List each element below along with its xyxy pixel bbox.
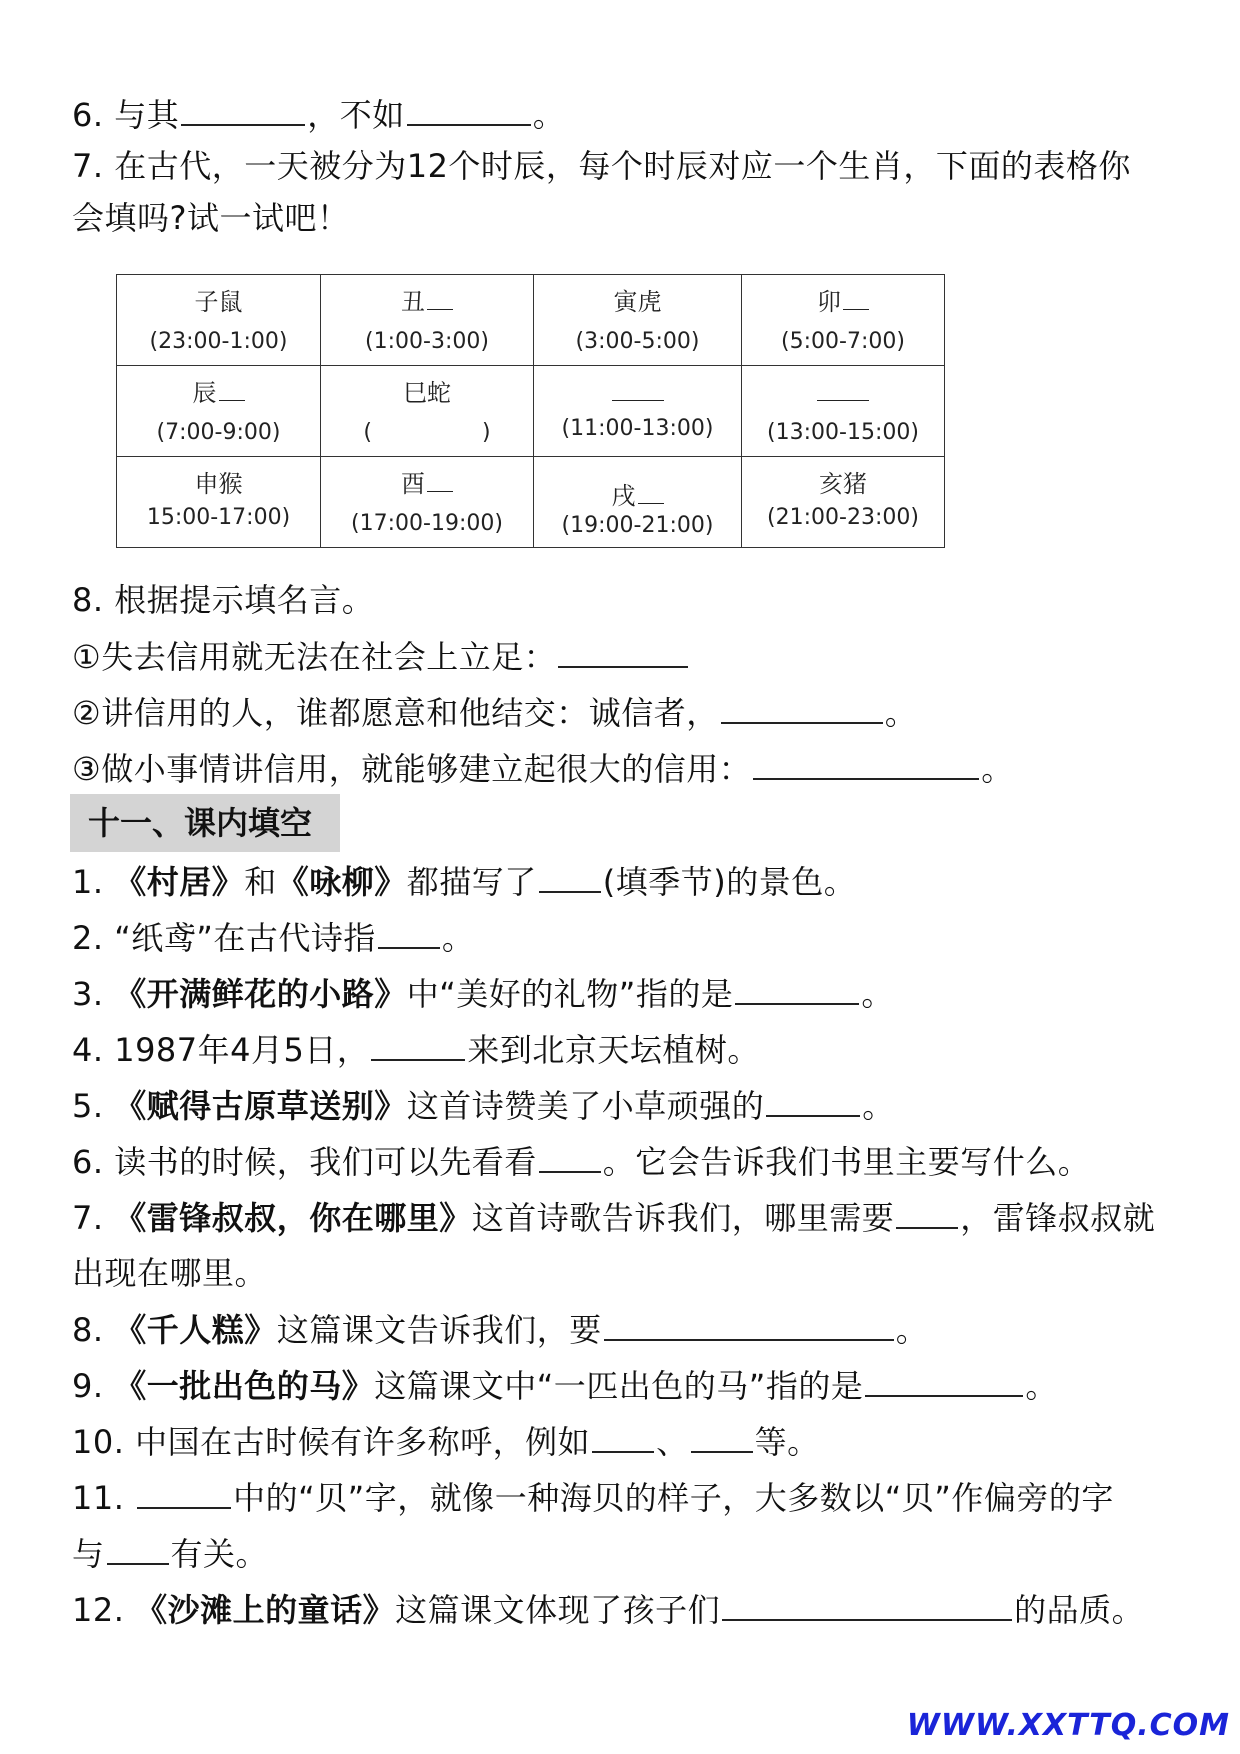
answer-blank[interactable]	[539, 1141, 601, 1173]
cell-time: (1:00-3:00)	[365, 329, 489, 354]
table-cell	[742, 366, 945, 457]
cell-animal: 寅虎	[613, 288, 662, 316]
q-text: 等。	[754, 1423, 820, 1461]
answer-blank[interactable]	[107, 1533, 169, 1565]
answer-blank[interactable]	[592, 1421, 654, 1453]
cell-time: (19:00-21:00)	[561, 513, 714, 538]
table-cell	[742, 457, 945, 548]
site-watermark: WWW.XXTTQ.COM	[906, 1708, 1230, 1743]
question-8-item-3	[72, 748, 1014, 789]
s-question-9	[72, 1365, 1058, 1406]
q-text: 和	[244, 863, 277, 901]
s-question-1	[72, 861, 856, 902]
s-question-5	[72, 1085, 895, 1126]
s-question-4	[72, 1029, 760, 1070]
table-row	[117, 366, 945, 457]
q-text: 、	[656, 1423, 689, 1461]
s-question-8	[72, 1309, 928, 1350]
q-num: 11.	[72, 1479, 136, 1517]
cell-time: 15:00-17:00)	[146, 505, 291, 530]
cell-time: (5:00-7:00)	[781, 329, 905, 354]
answer-blank[interactable]	[691, 1421, 753, 1453]
q6-text-a: 与其	[114, 96, 180, 134]
cell-animal: 辰	[192, 379, 217, 407]
answer-blank[interactable]	[371, 1029, 465, 1061]
s-question-10	[72, 1421, 820, 1462]
table-cell	[742, 275, 945, 366]
table-row	[117, 275, 945, 366]
q-text: 这篇课文体现了孩子们	[395, 1591, 721, 1629]
cell-animal: 酉	[401, 470, 425, 498]
table-answer-blank[interactable]	[427, 289, 453, 310]
cell-time: (17:00-19:00)	[351, 511, 503, 536]
q-num: 3.	[72, 975, 115, 1013]
q-text: 这篇课文中“一匹出色的马”指的是	[374, 1367, 864, 1405]
q8-item2-text: ②讲信用的人，谁都愿意和他结交：诚信者，	[72, 694, 719, 732]
lesson-title: 《开满鲜花的小路》	[114, 975, 407, 1013]
question-7-line1: 7. 在古代，一天被分为12个时辰，每个时辰对应一个生肖，下面的表格你	[72, 147, 1131, 185]
q-text: 10. 中国在古时候有许多称呼，例如	[72, 1423, 591, 1461]
table-answer-blank[interactable]	[219, 380, 245, 401]
cell-animal: 亥猪	[819, 470, 867, 498]
section-heading: 十一、课内填空	[70, 794, 340, 852]
zodiac-hours-table	[116, 274, 945, 548]
table-cell	[534, 457, 742, 548]
s-question-11-cont	[72, 1533, 268, 1574]
cell-time-close: )	[482, 420, 491, 445]
table-answer-blank[interactable]	[427, 471, 453, 492]
answer-blank[interactable]	[896, 1197, 958, 1229]
cell-time: (13:00-15:00)	[767, 420, 919, 445]
lesson-title: 《赋得古原草送别》	[114, 1087, 407, 1125]
answer-blank[interactable]	[181, 94, 305, 126]
q-text: 。它会告诉我们书里主要写什么。	[602, 1143, 1091, 1181]
cell-animal: 申猴	[194, 470, 243, 498]
s-question-12	[72, 1589, 1144, 1630]
table-answer-blank[interactable]	[612, 380, 664, 401]
cell-animal: 卯	[817, 288, 841, 316]
q-text: (填季节)的景色。	[602, 863, 857, 901]
q-num: 8.	[72, 1311, 115, 1349]
q-text: 。	[441, 919, 475, 957]
lesson-title: 《千人糕》	[114, 1311, 277, 1349]
q-text: 中的“贝”字，就像一种海贝的样子，大多数以“贝”作偏旁的字	[233, 1479, 1114, 1517]
answer-blank[interactable]	[753, 748, 979, 780]
q-text: 4. 1987年4月5日，	[72, 1031, 370, 1069]
lesson-title: 《沙滩上的童话》	[135, 1591, 396, 1629]
answer-blank[interactable]	[378, 917, 440, 949]
q-text: 。	[861, 975, 894, 1013]
q-text: ，雷锋叔叔就	[960, 1199, 1156, 1237]
cell-time: (11:00-13:00)	[561, 416, 714, 441]
q6-text-b: ，不如	[307, 96, 405, 134]
q-num: 7.	[72, 1199, 115, 1237]
s-question-7	[72, 1197, 1155, 1238]
q-text: 与	[72, 1535, 105, 1573]
answer-blank[interactable]	[539, 861, 601, 893]
question-7-line2: 会填吗?试一试吧！	[72, 199, 350, 237]
table-cell	[534, 275, 742, 366]
q-text: 中“美好的礼物”指的是	[406, 975, 734, 1013]
s-question-3	[72, 973, 894, 1014]
answer-blank[interactable]	[137, 1477, 231, 1509]
s-question-7-cont: 出现在哪里。	[72, 1254, 268, 1292]
table-cell	[117, 366, 321, 457]
q-text: 。	[862, 1087, 895, 1125]
q-text: 6. 读书的时候，我们可以先看看	[72, 1143, 537, 1181]
q-text: 都描写了	[406, 863, 537, 901]
table-cell	[117, 275, 321, 366]
question-8-item-2	[72, 692, 917, 733]
q6-text-c: 。	[532, 96, 566, 134]
q-text: “纸鸢”在古代诗指	[114, 919, 376, 957]
answer-blank[interactable]	[735, 973, 859, 1005]
cell-animal: 丑	[401, 288, 425, 316]
answer-blank[interactable]	[722, 1589, 1012, 1621]
answer-blank[interactable]	[766, 1085, 860, 1117]
q-text: 的品质。	[1014, 1591, 1145, 1629]
answer-blank[interactable]	[604, 1309, 894, 1341]
q-text: 这篇课文告诉我们，要	[276, 1311, 602, 1349]
s-question-2	[72, 917, 474, 958]
answer-blank[interactable]	[721, 692, 883, 724]
answer-blank[interactable]	[865, 1365, 1023, 1397]
q-text: 这首诗歌告诉我们，哪里需要	[471, 1199, 895, 1237]
question-6	[72, 94, 565, 135]
cell-animal: 子鼠	[194, 288, 243, 316]
table-answer-blank[interactable]	[843, 289, 869, 310]
lesson-title: 《一批出色的马》	[114, 1367, 375, 1405]
q-num: 9.	[72, 1367, 115, 1405]
q-text: 来到北京天坛植树。	[467, 1031, 760, 1069]
question-8-item-1	[72, 636, 690, 677]
q-num: 12.	[72, 1591, 136, 1629]
table-answer-blank[interactable]	[817, 380, 869, 401]
q8-item2-end: 。	[884, 694, 918, 732]
answer-blank[interactable]	[558, 636, 688, 668]
lesson-title: 《雷锋叔叔，你在哪里》	[114, 1199, 472, 1237]
table-cell	[321, 275, 534, 366]
cell-animal: 巳蛇	[403, 379, 451, 407]
table-cell	[534, 366, 742, 457]
cell-time: (21:00-23:00)	[767, 505, 919, 530]
question-8-title: 8. 根据提示填名言。	[72, 581, 375, 619]
cell-time: (23:00-1:00)	[149, 329, 288, 354]
q8-item3-text: ③做小事情讲信用，就能够建立起很大的信用：	[72, 750, 752, 788]
table-answer-blank[interactable]	[638, 483, 664, 504]
q-num: 1.	[72, 863, 115, 901]
q-num: 5.	[72, 1087, 115, 1125]
lesson-title: 《咏柳》	[276, 863, 407, 901]
q6-num: 6.	[72, 96, 104, 134]
table-cell	[117, 457, 321, 548]
q-text: 。	[895, 1311, 929, 1349]
q-text: 这首诗赞美了小草顽强的	[406, 1087, 765, 1125]
cell-time: (7:00-9:00)	[156, 420, 281, 445]
q-num: 2.	[72, 919, 115, 957]
lesson-title: 《村居》	[114, 863, 245, 901]
table-cell	[321, 457, 534, 548]
table-cell	[321, 366, 534, 457]
s-question-11	[72, 1477, 1114, 1518]
q8-item1-text: ①失去信用就无法在社会上立足：	[72, 638, 557, 676]
q8-item3-end: 。	[981, 750, 1014, 788]
cell-time-open: (	[363, 420, 372, 445]
cell-time: (3:00-5:00)	[575, 329, 700, 354]
q-text: 有关。	[170, 1535, 269, 1573]
answer-blank[interactable]	[407, 94, 531, 126]
cell-animal: 戌	[611, 482, 636, 510]
q-text: 。	[1025, 1367, 1058, 1405]
table-row	[117, 457, 945, 548]
s-question-6	[72, 1141, 1090, 1182]
